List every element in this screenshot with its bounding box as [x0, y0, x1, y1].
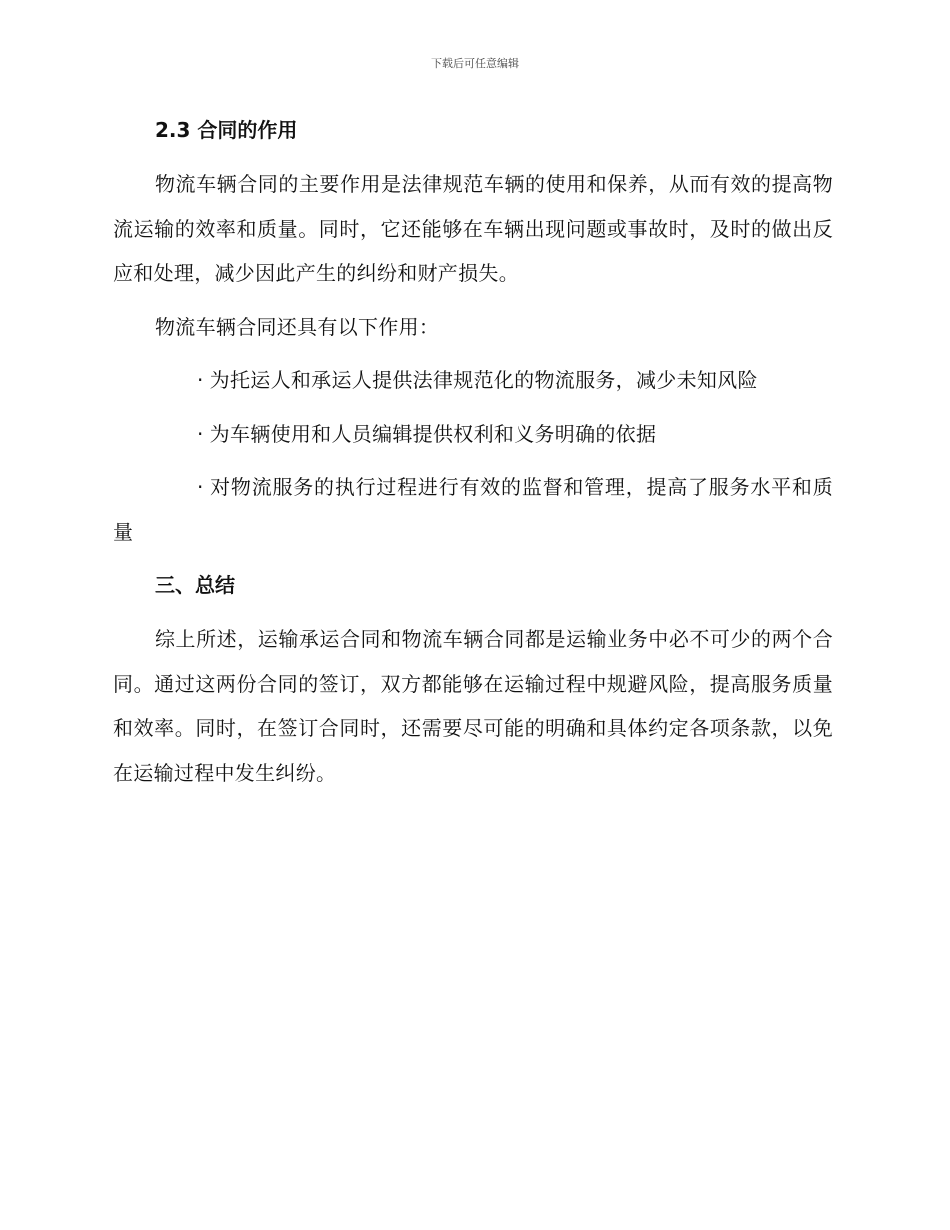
bullet-text: 为托运人和承运人提供法律规范化的物流服务，减少未知风险 — [209, 368, 758, 392]
paragraph-summary: 综上所述，运输承运合同和物流车辆合同都是运输业务中必不可少的两个合同。通过这两份合同的签订，双方都能够在运输过程中规避风险，提高服务质量和效率。同时，在签订合同时，还需要尽可能的明确和具体约定各项条款，以免在运输过程中发生纠纷。 — [113, 627, 833, 785]
bullet-text: 对物流服务的执行过程进行有效的监督和管理，提高了服务水平和质量 — [113, 475, 833, 544]
paragraph-additional-roles: 物流车辆合同还具有以下作用： — [155, 314, 440, 339]
bullet-dot: · — [197, 421, 204, 446]
bullet-item — [113, 412, 833, 457]
page-header-note: 下载后可任意编辑 — [431, 57, 519, 70]
document-body — [113, 108, 833, 804]
bullet-dot: · — [197, 475, 204, 499]
paragraph-role-intro: 物流车辆合同的主要作用是法律规范车辆的使用和保养，从而有效的提高物流运输的效率和质量。同时，它还能够在车辆出现问题或事故时，及时的做出反应和处理，减少因此产生的纠纷和财产损失。 — [113, 172, 833, 285]
bullet-dot: · — [197, 368, 204, 392]
bullet-text: 为车辆使用和人员编辑提供权利和义务明确的依据 — [209, 421, 657, 446]
section-heading-2-3: 2.3 合同的作用 — [155, 118, 298, 142]
bullet-item — [113, 358, 833, 403]
bullet-item — [113, 465, 833, 554]
section-heading-summary: 三、总结 — [155, 573, 235, 597]
